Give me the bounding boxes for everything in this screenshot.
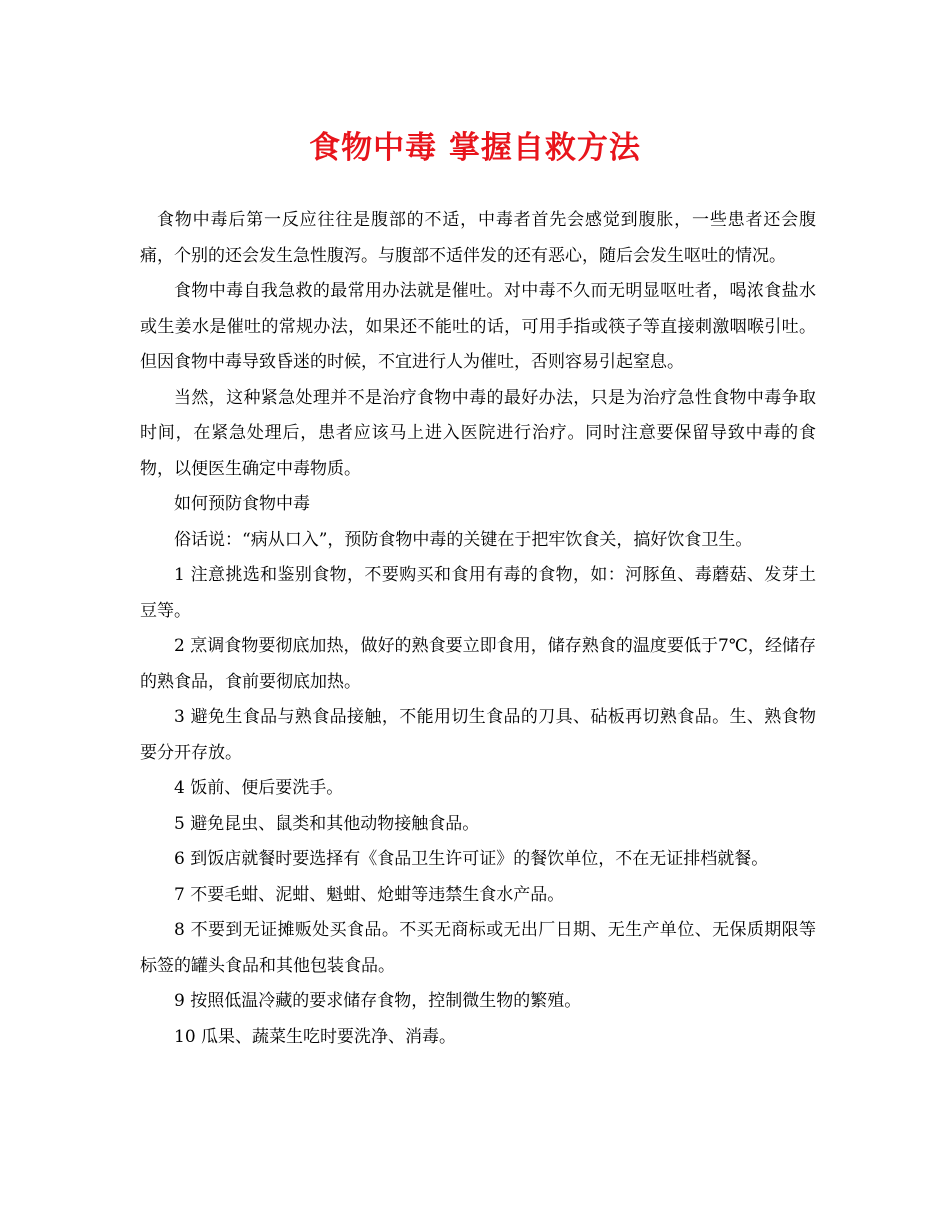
list-item-6: 6 到饭店就餐时要选择有《食品卫生许可证》的餐饮单位，不在无证排档就餐。: [174, 849, 769, 869]
list-item-4: 4 饭前、便后要洗手。: [174, 778, 344, 798]
section-heading-prevention: 如何预防食物中毒: [174, 494, 310, 514]
list-item-8: 8 不要到无证摊贩处买食品。不买无商标或无出厂日期、无生产单位、无保质期限等标签的罐头食品和其他包装食品。: [140, 920, 816, 976]
paragraph-self-rescue: 食物中毒自我急救的最常用办法就是催吐。对中毒不久而无明显呕吐者，喝浓食盐水或生姜水是催吐的常规办法，如果还不能吐的话，可用手指或筷子等直接刺激咽喉引吐。但因食物中毒导致昏迷的时候，不宜进行人为催吐，否则容易引起窒息。: [140, 281, 816, 372]
paragraph-symptoms: 食物中毒后第一反应往往是腹部的不适，中毒者首先会感觉到腹胀，一些患者还会腹痛，个别的还会发生急性腹泻。与腹部不适伴发的还有恶心，随后会发生呕吐的情况。: [140, 210, 816, 266]
list-item-1: 1 注意挑选和鉴别食物，不要购买和食用有毒的食物，如：河豚鱼、毒蘑菇、发芽土豆等。: [140, 565, 816, 621]
document-title: 食物中毒 掌握自救方法: [309, 130, 641, 166]
list-item-2: 2 烹调食物要彻底加热，做好的熟食要立即食用，储存熟食的温度要低于7℃，经储存的熟食品，食前要彻底加热。: [140, 636, 816, 692]
list-item-7: 7 不要毛蚶、泥蚶、魁蚶、炝蚶等违禁生食水产品。: [174, 884, 565, 905]
document-body: [140, 203, 816, 1055]
list-item-5: 5 避免昆虫、鼠类和其他动物接触食品。: [174, 813, 480, 834]
paragraph-proverb: 俗话说：“病从口入”，预防食物中毒的关键在于把牢饮食关，搞好饮食卫生。: [174, 529, 753, 550]
paragraph-emergency-treatment: 当然，这种紧急处理并不是治疗食物中毒的最好办法，只是为治疗急性食物中毒争取时间，在紧急处理后，患者应该马上进入医院进行治疗。同时注意要保留导致中毒的食物，以便医生确定中毒物质。: [140, 387, 816, 479]
list-item-9: 9 按照低温冷藏的要求储存食物，控制微生物的繁殖。: [174, 991, 582, 1011]
list-item-3: 3 避免生食品与熟食品接触，不能用切生食品的刀具、砧板再切熟食品。生、熟食物要分开存放。: [140, 707, 816, 763]
list-item-10: 10 瓜果、蔬菜生吃时要洗净、消毒。: [174, 1026, 457, 1047]
